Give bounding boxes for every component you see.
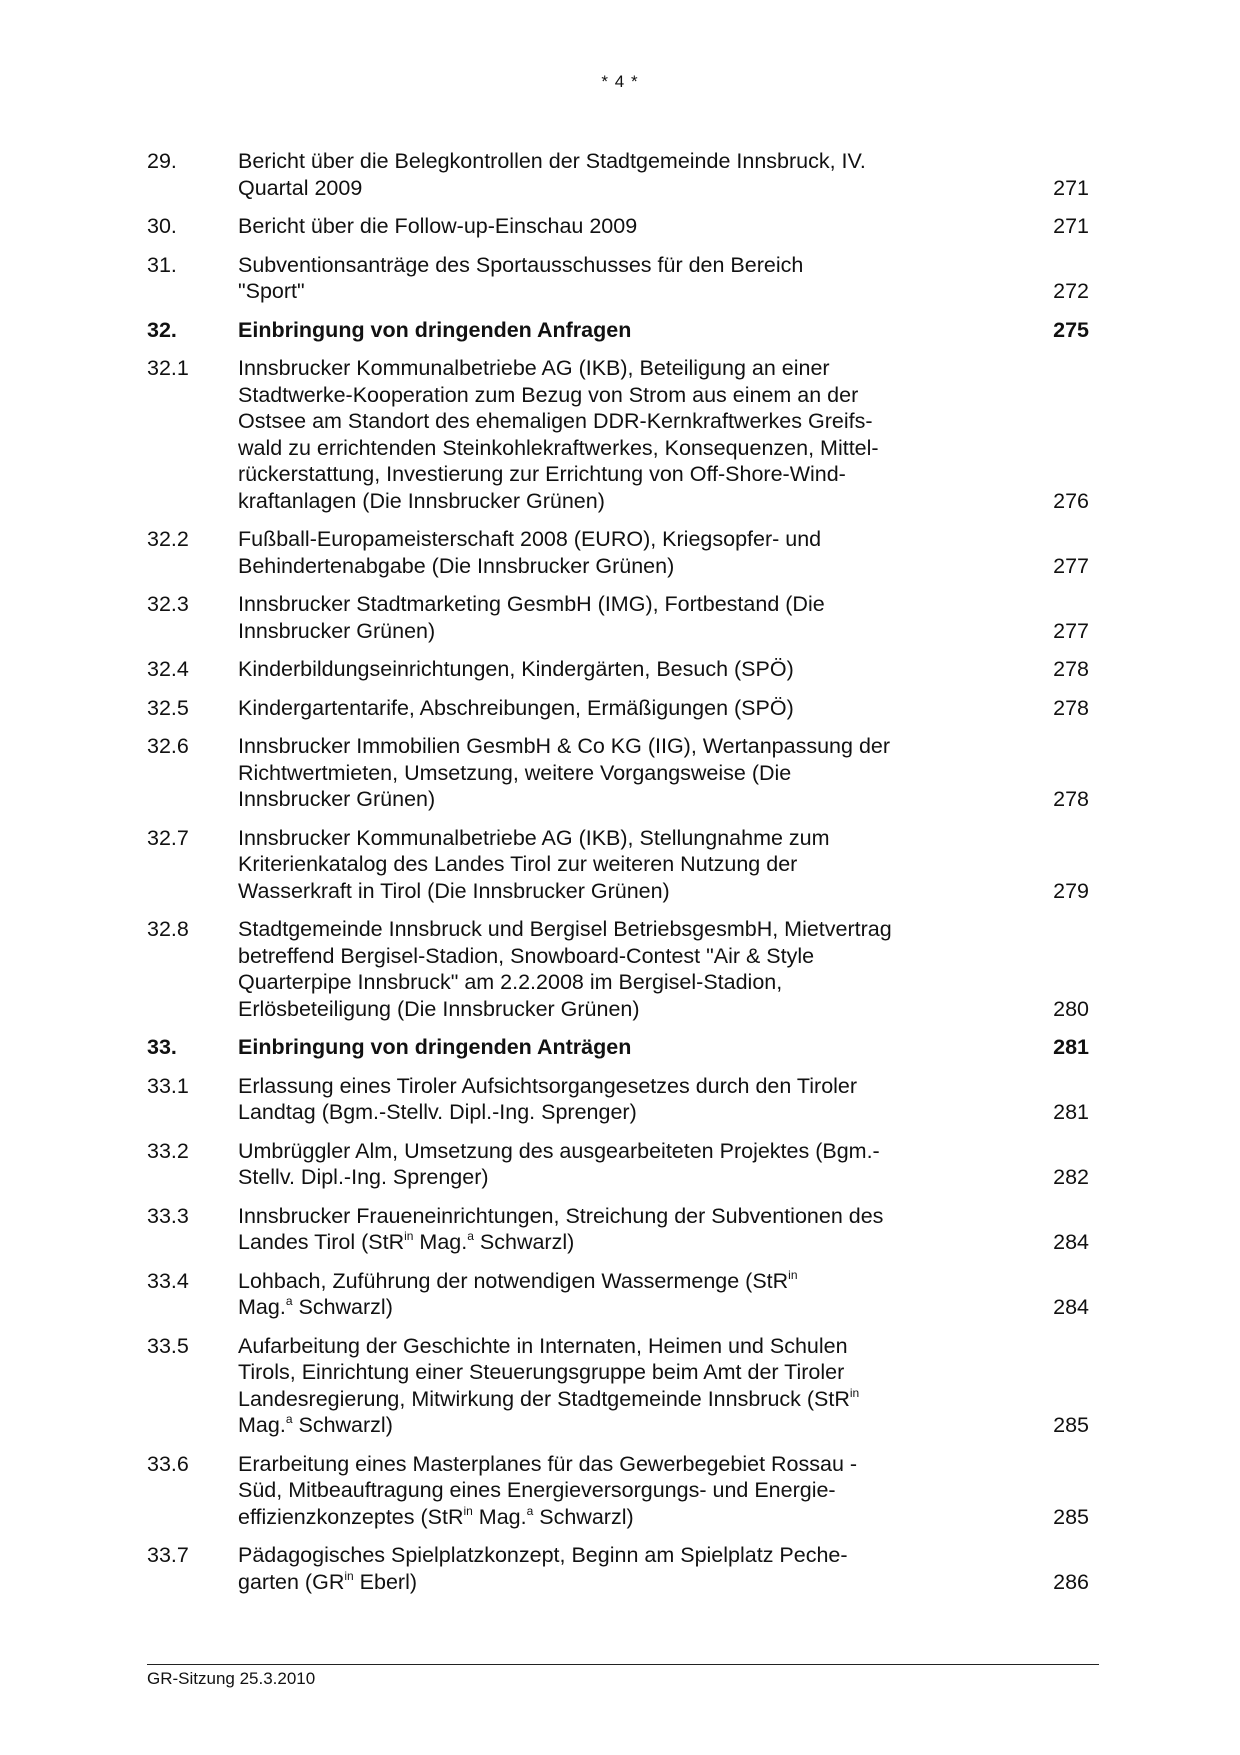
toc-entry-title-line: Innsbrucker Grünen)	[238, 618, 436, 643]
toc-entry	[147, 916, 1093, 1022]
toc-entry-page: 284	[1053, 1295, 1089, 1319]
toc-entry-number: 29.	[147, 149, 177, 173]
toc-entry-title	[238, 1203, 978, 1256]
toc-entry	[147, 1138, 1093, 1191]
toc-entry-title	[238, 916, 978, 1022]
toc-entry-page: 282	[1053, 1165, 1089, 1189]
toc-entry-page: 278	[1053, 695, 1089, 720]
toc-entry-title	[238, 656, 978, 683]
toc-entry-title-line: Einbringung von dringenden Anträgen	[238, 1035, 632, 1059]
toc-entry-number: 33.	[147, 1035, 177, 1059]
toc-entry-number: 33.3	[147, 1203, 189, 1228]
toc-entry-title	[238, 1451, 978, 1531]
toc-entry	[147, 1542, 1093, 1595]
toc-entry-number: 32.7	[147, 825, 189, 850]
toc-entry-title-line: Pädagogisches Spielplatzkonzept, Beginn am Spielplatz Peche-	[238, 1543, 848, 1567]
toc-entry-page: 280	[1053, 996, 1089, 1021]
toc-entry-number: 32.6	[147, 734, 189, 758]
toc-entry-title	[238, 355, 978, 514]
toc-entry-title-line: Erlassung eines Tiroler Aufsichtsorgangesetzes durch den Tiroler	[238, 1073, 858, 1098]
toc-entry	[147, 656, 1093, 683]
toc-entry-title-line: Aufarbeitung der Geschichte in Internaten, Heimen und Schulen	[238, 1333, 848, 1358]
toc-entry-title	[238, 1073, 978, 1126]
toc-entry-page: 271	[1053, 214, 1089, 238]
toc-entry	[147, 252, 1093, 305]
toc-entry-title	[238, 591, 978, 644]
toc-entry	[147, 825, 1093, 905]
toc-entry-number: 32.2	[147, 527, 189, 551]
toc-entry-title-line: Innsbrucker Fraueneinrichtungen, Streichung der Subventionen des	[238, 1203, 884, 1228]
toc-entry-title-line: Einbringung von dringenden Anfragen	[238, 317, 632, 342]
toc-entry-number: 33.5	[147, 1333, 189, 1358]
toc-entry-number: 32.1	[147, 356, 189, 380]
toc-entry-title	[238, 733, 978, 813]
toc-entry-page: 278	[1053, 787, 1089, 811]
toc-entry	[147, 1034, 1093, 1061]
toc-entry-page: 284	[1053, 1230, 1089, 1254]
toc-entry-title-line: Bericht über die Follow-up-Einschau 2009	[238, 214, 638, 238]
toc-entry-title-line: Richtwertmieten, Umsetzung, weitere Vorgangsweise (Die	[238, 760, 792, 785]
toc-entry-title-line: Innsbrucker Stadtmarketing GesmbH (IMG), Fortbestand (Die	[238, 592, 825, 616]
toc-entry-title-line: Kriterienkatalog des Landes Tirol zur weiteren Nutzung der	[238, 852, 798, 876]
toc-entry-page: 276	[1053, 488, 1089, 513]
toc-entry-number: 33.2	[147, 1138, 189, 1163]
toc-entry-title-line: "Sport"	[238, 279, 305, 303]
toc-entry-title-line: Kinderbildungseinrichtungen, Kindergärten, Besuch (SPÖ)	[238, 657, 794, 681]
toc-entry-title-line: Innsbrucker Kommunalbetriebe AG (IKB), Beteiligung an einer	[238, 356, 830, 380]
toc-entry-title	[238, 213, 978, 240]
toc-entry	[147, 1073, 1093, 1126]
toc-entry	[147, 1451, 1093, 1531]
toc-entry-title-line: Erarbeitung eines Masterplanes für das Gewerbegebiet Rossau -	[238, 1451, 858, 1476]
footer-session-date: GR-Sitzung 25.3.2010	[147, 1669, 316, 1688]
toc-entry-title	[238, 1268, 978, 1321]
toc-entry-title-line: Innsbrucker Kommunalbetriebe AG (IKB), Stellungnahme zum	[238, 825, 830, 850]
toc-entry-title	[238, 252, 978, 305]
toc-entry-number: 33.7	[147, 1543, 189, 1567]
toc-entry-number: 32.8	[147, 917, 189, 941]
toc-entry-title	[238, 148, 978, 201]
toc-entry-page: 271	[1053, 175, 1089, 200]
toc-entry-title	[238, 317, 978, 344]
toc-entry-title-line: Kindergartentarife, Abschreibungen, Ermäßigungen (SPÖ)	[238, 695, 794, 720]
toc-entry-page: 281	[1053, 1035, 1089, 1059]
footer-divider	[147, 1664, 1099, 1665]
toc-entry	[147, 733, 1093, 813]
toc-entry-title-line: Innsbrucker Immobilien GesmbH & Co KG (IIG), Wertanpassung der	[238, 734, 891, 758]
toc-entry-title-line: Landtag (Bgm.-Stellv. Dipl.-Ing. Sprenger)	[238, 1100, 637, 1124]
toc-entry-number: 33.6	[147, 1451, 189, 1476]
toc-entry-number: 32.	[147, 317, 177, 342]
toc-entry	[147, 1203, 1093, 1256]
toc-entry-title-line: Subventionsanträge des Sportausschusses für den Bereich	[238, 252, 804, 277]
toc-entry-title	[238, 1138, 978, 1191]
toc-entry-title-line: Mag.$^a$ Schwarzl)	[238, 1294, 393, 1319]
toc-entry-title-line: Mag.$^a$ Schwarzl)	[238, 1412, 393, 1437]
toc-entry-number: 30.	[147, 214, 177, 238]
toc-entry	[147, 317, 1093, 344]
toc-entry-page: 278	[1053, 657, 1089, 681]
toc-entry	[147, 695, 1093, 722]
toc-entry-page: 272	[1053, 279, 1089, 303]
table-of-contents	[147, 148, 1093, 1607]
toc-entry-number: 33.4	[147, 1268, 189, 1293]
toc-entry-title-line: Umbrüggler Alm, Umsetzung des ausgearbeiteten Projektes (Bgm.-	[238, 1138, 880, 1163]
toc-entry-page: 281	[1053, 1100, 1089, 1124]
toc-entry	[147, 1268, 1093, 1321]
toc-entry-title-line: Innsbrucker Grünen)	[238, 787, 436, 811]
toc-entry-title-line: garten ($GR^{in}$ Eberl)	[238, 1568, 418, 1594]
toc-entry-title-line: Lohbach, Zuführung der notwendigen Wassermenge (StR$^{in}$	[238, 1267, 798, 1293]
toc-entry-number: 31.	[147, 252, 177, 277]
toc-entry-title-line: Stadtgemeinde Innsbruck und Bergisel BetriebsgesmbH, Mietvertrag	[238, 917, 892, 941]
toc-entry-title-line: kraftanlagen (Die Innsbrucker Grünen)	[238, 488, 605, 513]
toc-entry-title-line: Quartal 2009	[238, 175, 363, 200]
toc-entry-page: 286	[1053, 1569, 1089, 1594]
toc-entry-title-line: betreffend Bergisel-Stadion, Snowboard-Contest "Air & Style	[238, 943, 815, 968]
toc-entry-title	[238, 526, 978, 579]
toc-entry	[147, 591, 1093, 644]
toc-entry-title-line: effizienzkonzeptes (StR$^{in}$ Mag.$^a$ Schwarzl)	[238, 1503, 634, 1529]
toc-entry-title	[238, 1333, 978, 1439]
toc-entry-title-line: Tirols, Einrichtung einer Steuerungsgruppe beim Amt der Tiroler	[238, 1360, 845, 1384]
page-number-header: * 4 *	[601, 72, 639, 91]
toc-entry-page: 285	[1053, 1413, 1089, 1437]
toc-entry-title-line: Süd, Mitbeauftragung eines Energieversorgungs- und Energie-	[238, 1478, 836, 1502]
toc-entry	[147, 1333, 1093, 1439]
toc-entry	[147, 148, 1093, 201]
toc-entry-number: 32.3	[147, 592, 189, 616]
toc-entry-title-line: wald zu errichtenden Steinkohlekraftwerkes, Konsequenzen, Mittel-	[238, 435, 879, 460]
toc-entry-title-line: Quarterpipe Innsbruck" am 2.2.2008 im Bergisel-Stadion,	[238, 970, 783, 994]
toc-entry-title-line: Bericht über die Belegkontrollen der Stadtgemeinde Innsbruck, IV.	[238, 149, 866, 173]
toc-entry-page: 275	[1053, 317, 1089, 342]
toc-entry-title-line: Wasserkraft in Tirol (Die Innsbrucker Grünen)	[238, 878, 670, 903]
toc-entry-number: 33.1	[147, 1073, 189, 1098]
toc-entry-title-line: Stadtwerke-Kooperation zum Bezug von Strom aus einem an der	[238, 382, 859, 407]
toc-entry-title	[238, 825, 978, 905]
toc-entry-title-line: Fußball-Europameisterschaft 2008 (EURO), Kriegsopfer- und	[238, 527, 822, 551]
toc-entry-page: 277	[1053, 553, 1089, 578]
toc-entry-title-line: Ostsee am Standort des ehemaligen DDR-Kernkraftwerkes Greifs-	[238, 409, 873, 433]
toc-entry-title-line: Stellv. Dipl.-Ing. Sprenger)	[238, 1165, 489, 1189]
toc-entry-title	[238, 1542, 978, 1595]
toc-entry-title	[238, 1034, 978, 1061]
toc-entry-title-line: Landesregierung, Mitwirkung der Stadtgemeinde Innsbruck (StR$^{in}$	[238, 1385, 860, 1411]
toc-entry-page: 277	[1053, 618, 1089, 643]
toc-entry-title-line: Behindertenabgabe (Die Innsbrucker Grünen)	[238, 553, 675, 578]
toc-entry	[147, 526, 1093, 579]
toc-entry-title-line: Erlösbeteiligung (Die Innsbrucker Grünen)	[238, 996, 640, 1021]
toc-entry	[147, 355, 1093, 514]
toc-entry-title-line: Landes Tirol (StR$^{in}$ Mag.$^a$ Schwarzl)	[238, 1229, 575, 1254]
toc-entry-title	[238, 695, 978, 722]
toc-entry	[147, 213, 1093, 240]
toc-entry-number: 32.5	[147, 695, 189, 720]
toc-entry-number: 32.4	[147, 657, 189, 681]
toc-entry-title-line: rückerstattung, Investierung zur Errichtung von Off-Shore-Wind-	[238, 462, 846, 486]
toc-entry-page: 285	[1053, 1504, 1089, 1529]
toc-entry-page: 279	[1053, 878, 1089, 903]
